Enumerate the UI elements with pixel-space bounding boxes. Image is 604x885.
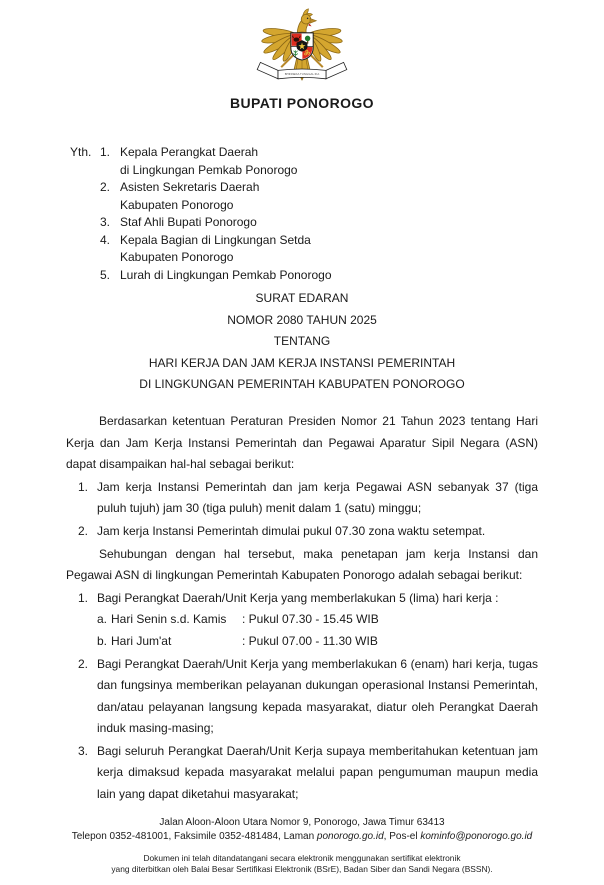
schedule-row: a. Hari Senin s.d. Kamis : Pukul 07.30 - 15.45 WIB bbox=[97, 612, 379, 627]
list-item: 1. Jam kerja Instansi Pemerintah dan jam kerja Pegawai ASN sebanyak 37 (tiga puluh tujuh) jam 30 (tiga puluh) menit dalam 1 (satu) minggu; bbox=[78, 479, 538, 516]
list-item: 2. Bagi Perangkat Daerah/Unit Kerja yang memberlakukan 6 (enam) hari kerja, tugas dan fungsinya memberikan pelayanan dukungan operasional Instansi Pemerintah, dan/atau pelayanan langsung kepada masyarakat, diatur oleh Perangkat Daerah induk masing-masing; bbox=[78, 656, 538, 736]
recipient-item: 2. Asisten Sekretaris Daerah Kabupaten Ponorogo bbox=[100, 180, 260, 212]
doc-subject-line2: DI LINGKUNGAN PEMERINTAH KABUPATEN PONOROGO bbox=[139, 377, 465, 392]
list-a bbox=[66, 477, 538, 543]
doc-number: NOMOR 2080 TAHUN 2025 bbox=[227, 312, 377, 327]
salutation: Yth. bbox=[70, 145, 92, 159]
document-title-block bbox=[0, 288, 604, 396]
letter-footer bbox=[0, 816, 604, 875]
motto-text: BHINNEKA TUNGGAL IKA bbox=[284, 71, 320, 76]
list-item: 1. Bagi Perangkat Daerah/Unit Kerja yang memberlakukan 5 (lima) hari kerja : a. Hari Senin s.d. Kamis : Pukul 07.30 - 15.45 WIB b. Hari Jum'at : Pukul 07.00 - 11.30 WIB bbox=[66, 588, 538, 653]
schedule-row: b. Hari Jum'at : Pukul 07.00 - 11.30 WIB bbox=[97, 633, 378, 648]
website-text: ponorogo.go.id bbox=[316, 831, 384, 843]
head bbox=[301, 14, 311, 24]
recipient-item: 5. Lurah di Lingkungan Pemkab Ponorogo bbox=[100, 267, 332, 282]
document-body bbox=[66, 411, 538, 806]
letterhead bbox=[0, 0, 604, 111]
office-address: Jalan Aloon-Aloon Utara Nomor 9, Ponorogo, Jawa Timur 63413 bbox=[159, 817, 445, 828]
about-label: TENTANG bbox=[273, 334, 331, 349]
garuda-pancasila-emblem bbox=[254, 8, 350, 92]
recipient-item: 1. Kepala Perangkat Daerah di Lingkungan Pemkab Ponorogo bbox=[100, 145, 298, 177]
work-hours-schedule bbox=[97, 609, 538, 652]
esignature-disclaimer: Dokumen ini telah ditandatangani secara elektronik menggunakan sertifikat elektronik yang diterbitkan oleh Balai Besar Sertifikasi Elektronik (BSrE), Badan Siber dan Sandi Negara (BSSN). bbox=[111, 853, 493, 875]
doc-subject-line1: HARI KERJA DAN JAM KERJA INSTANSI PEMERINTAH bbox=[148, 355, 456, 370]
recipient-block bbox=[70, 144, 604, 284]
institution-title: BUPATI PONOROGO bbox=[230, 95, 374, 111]
office-phone-web: Telepon 0352-481001, Faksimile 0352-481484, Laman ponorogo.go.id, Pos-el kominfo@ponorogo.go.id bbox=[71, 831, 533, 843]
list-item: 3. Bagi seluruh Perangkat Daerah/Unit Kerja supaya memberitahukan ketentuan jam kerja dimaksud kepada masyarakat melalui papan pengumuman maupun media lain yang dapat diketahui masyarakat; bbox=[78, 743, 538, 802]
office-contact bbox=[0, 816, 604, 844]
email-text: kominfo@ponorogo.go.id bbox=[420, 831, 533, 843]
eye bbox=[307, 18, 308, 19]
list-item: 2. Jam kerja Instansi Pemerintah dimulai pukul 07.30 zona waktu setempat. bbox=[78, 523, 486, 538]
pancasila-shield bbox=[291, 33, 313, 60]
list-b bbox=[66, 588, 538, 806]
paragraph-2: Sehubungan dengan hal tersebut, maka penetapan jam kerja Instansi dan Pegawai ASN di lingkungan Pemerintah Kabupaten Ponorogo adalah sebagai berikut: bbox=[66, 546, 538, 583]
wattle bbox=[308, 23, 311, 26]
beak bbox=[310, 18, 316, 23]
recipient-list bbox=[100, 144, 332, 284]
paragraph-1: Berdasarkan ketentuan Peraturan Presiden Nomor 21 Tahun 2023 tentang Hari Kerja dan Jam Kerja Instansi Pemerintah dan Pegawai Aparatur Sipil Negara (ASN) dapat disampaikan hal-hal sebagai berikut: bbox=[66, 413, 538, 472]
doc-type: SURAT EDARAN bbox=[255, 291, 349, 305]
recipient-item: 4. Kepala Bagian di Lingkungan Setda Kabupaten Ponorogo bbox=[100, 232, 311, 264]
recipient-item: 3. Staf Ahli Bupati Ponorogo bbox=[100, 215, 257, 229]
